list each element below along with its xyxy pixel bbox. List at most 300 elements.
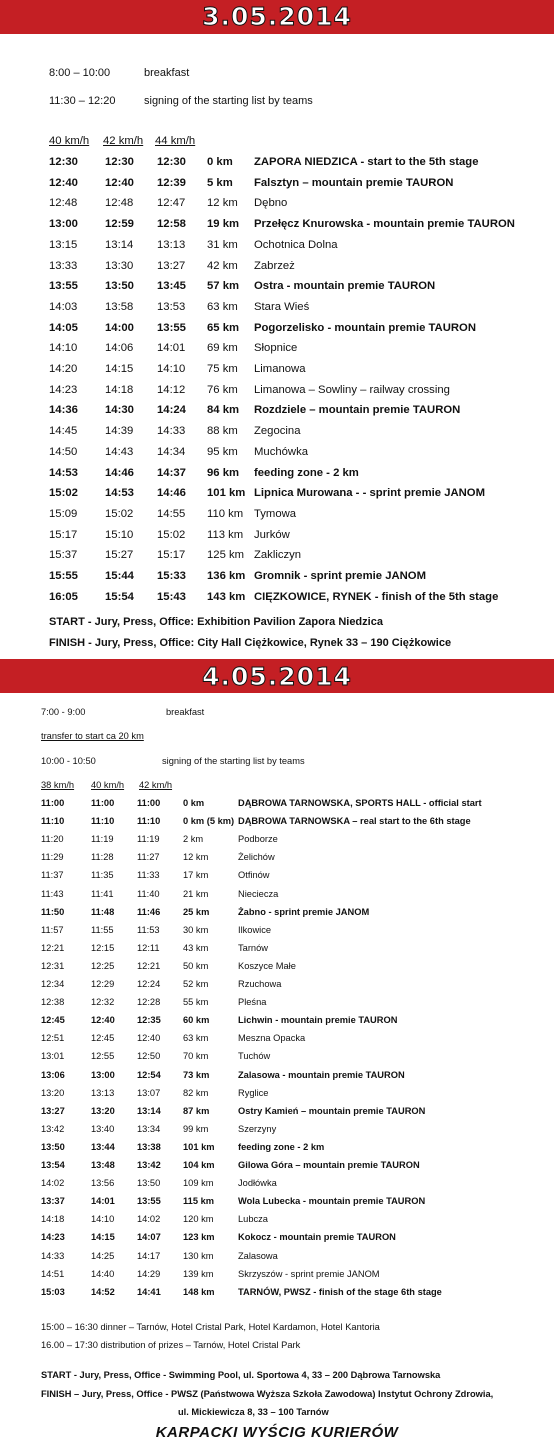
row-t3: 13:07: [137, 1087, 161, 1098]
row-t3: 11:46: [137, 906, 161, 917]
row-t2: 12:25: [91, 960, 115, 971]
row-t3: 14:07: [137, 1232, 161, 1243]
row-place: TARNÓW, PWSZ - finish of the stage 6th stage: [238, 1286, 442, 1297]
row-km: 109 km: [183, 1178, 214, 1189]
row-km: 95 km: [207, 445, 238, 458]
day1-date-banner: [0, 0, 554, 34]
row-t1: 14:50: [49, 445, 78, 458]
row-place: Zabrzeż: [254, 259, 295, 272]
row-place: ZAPORA NIEDZICA - start to the 5th stage: [254, 156, 479, 168]
row-t1: 11:57: [41, 924, 64, 935]
day2-finish-note: FINISH – Jury, Press, Office - PWSZ (Państwowa Wyższa Szkoła Zawodowa) Instytut Ochrony Zdrowia,: [41, 1389, 494, 1399]
timetable-row: [0, 1051, 554, 1069]
row-t1: 14:02: [41, 1178, 65, 1189]
timetable-row: [0, 1178, 554, 1196]
row-place: Tarnów: [238, 942, 268, 953]
row-t2: 11:35: [91, 870, 114, 881]
row-t2: 14:30: [105, 404, 134, 417]
row-t2: 14:15: [105, 363, 134, 375]
row-km: 0 km (5 km): [183, 816, 235, 827]
row-t3: 11:27: [137, 852, 160, 863]
row-km: 43 km: [183, 942, 209, 953]
day2-signing-time: 10:00 - 10:50: [41, 756, 96, 766]
row-t3: 14:17: [137, 1250, 161, 1261]
row-t2: 11:48: [91, 906, 115, 917]
row-t2: 13:40: [91, 1123, 115, 1134]
row-t1: 13:15: [49, 238, 78, 251]
timetable-row: [0, 1033, 554, 1051]
row-t1: 13:37: [41, 1196, 65, 1207]
row-t1: 15:55: [49, 570, 78, 582]
row-t2: 11:10: [91, 816, 115, 827]
row-t3: 11:19: [137, 834, 160, 845]
row-t2: 11:55: [91, 924, 114, 935]
row-place: Gilowa Góra – mountain premie TAURON: [238, 1160, 420, 1170]
row-km: 99 km: [183, 1123, 209, 1134]
row-t2: 12:15: [91, 942, 115, 953]
row-t3: 14:24: [157, 404, 186, 417]
row-km: 65 km: [207, 321, 240, 334]
row-place: Zalasowa - mountain premie TAURON: [238, 1069, 405, 1080]
row-km: 69 km: [207, 342, 238, 355]
timetable-row: [0, 1070, 554, 1088]
row-km: 52 km: [183, 979, 209, 989]
row-t2: 14:46: [105, 466, 134, 479]
row-t2: 12:32: [91, 997, 115, 1008]
row-km: 0 km: [207, 156, 233, 168]
row-km: 70 km: [183, 1051, 209, 1062]
timetable-row: [0, 852, 554, 870]
row-t1: 12:40: [49, 176, 78, 189]
row-t2: 12:55: [91, 1051, 115, 1062]
day1-finish-note: FINISH - Jury, Press, Office: City Hall Ciężkowice, Rynek 33 – 190 Ciężkowice: [49, 637, 452, 649]
row-km: 120 km: [183, 1214, 214, 1225]
row-place: Tuchów: [238, 1051, 271, 1062]
row-t3: 13:53: [157, 300, 186, 313]
row-t2: 12:45: [91, 1033, 115, 1044]
row-t2: 12:30: [105, 156, 134, 168]
row-t3: 11:10: [137, 816, 161, 827]
footer-logo-text: KARPACKI WYŚCIG KURIERÓW: [155, 1424, 399, 1441]
row-t1: 14:53: [49, 466, 78, 479]
day2-dinner-note: 15:00 – 16:30 dinner – Tarnów, Hotel Cristal Park, Hotel Kardamon, Hotel Kantoria: [41, 1322, 380, 1332]
row-t2: 13:44: [91, 1141, 115, 1152]
row-t2: 14:10: [91, 1214, 115, 1225]
row-place: Ostry Kamień – mountain premie TAURON: [238, 1105, 426, 1116]
row-t2: 14:40: [91, 1268, 115, 1279]
row-t3: 14:29: [137, 1268, 161, 1279]
row-t2: 14:00: [105, 321, 134, 334]
timetable-row: [0, 961, 554, 979]
row-km: 88 km: [207, 425, 238, 438]
day1-speed-header: [0, 135, 554, 153]
day2-prizes-note: 16.00 – 17:30 distribution of prizes – Tarnów, Hotel Cristal Park: [41, 1340, 301, 1350]
row-km: 73 km: [183, 1069, 210, 1080]
row-place: DĄBROWA TARNOWSKA, SPORTS HALL - official start: [238, 798, 482, 808]
day1-breakfast-label: breakfast: [144, 67, 190, 79]
row-t1: 12:38: [41, 997, 65, 1008]
row-t3: 13:13: [157, 238, 186, 251]
row-place: Lichwin - mountain premie TAURON: [238, 1015, 398, 1026]
row-km: 0 km: [183, 798, 205, 808]
row-place: Słopnice: [254, 342, 298, 355]
day1-breakfast-time: 8:00 – 10:00: [49, 67, 111, 79]
row-km: 110 km: [207, 507, 244, 520]
row-km: 87 km: [183, 1105, 210, 1116]
row-place: CIĘZKOWICE, RYNEK - finish of the 5th stage: [254, 590, 499, 603]
row-t1: 15:17: [49, 528, 78, 541]
row-place: Żabno - sprint premie JANOM: [238, 906, 370, 917]
row-t3: 14:12: [157, 383, 186, 396]
timetable-row: [0, 384, 554, 402]
day1-signing-time: 11:30 – 12:20: [49, 95, 116, 107]
row-place: Jurków: [254, 528, 290, 541]
row-t1: 13:54: [41, 1160, 65, 1170]
row-km: 125 km: [207, 549, 245, 562]
row-place: Rzuchowa: [238, 979, 282, 989]
row-km: 139 km: [183, 1268, 214, 1279]
row-t1: 14:23: [41, 1232, 65, 1243]
timetable-row: [0, 1015, 554, 1033]
row-t1: 12:21: [41, 942, 65, 953]
timetable-row: [0, 798, 554, 816]
row-t1: 13:01: [41, 1051, 65, 1062]
row-t3: 12:47: [157, 197, 186, 210]
row-place: Limanowa – Sowliny – railway crossing: [254, 383, 450, 396]
day2-date-banner: [0, 659, 554, 693]
row-t2: 14:52: [91, 1286, 115, 1297]
timetable-row: [0, 1269, 554, 1287]
row-t3: 12:35: [137, 1015, 161, 1026]
row-t2: 12:29: [91, 979, 115, 989]
timetable-row: [0, 508, 554, 526]
timetable-row: [0, 260, 554, 278]
row-t2: 12:48: [105, 197, 134, 210]
timetable-row: [0, 467, 554, 485]
row-t1: 12:30: [49, 156, 78, 168]
day1-speed-1: 40 km/h: [49, 135, 90, 147]
row-t3: 11:00: [137, 798, 161, 808]
row-t1: 12:51: [41, 1033, 65, 1044]
row-place: Gromnik - sprint premie JANOM: [254, 570, 426, 582]
row-t3: 12:39: [157, 176, 186, 189]
row-t1: 14:45: [49, 425, 78, 438]
row-t3: 12:21: [137, 960, 161, 971]
day2-speed-2: 40 km/h: [91, 780, 125, 790]
row-t1: 13:20: [41, 1087, 65, 1098]
day1-start-note: START - Jury, Press, Office: Exhibition Pavilion Zapora Niedzica: [49, 616, 383, 628]
row-place: Lubcza: [238, 1214, 268, 1225]
timetable-row: [0, 446, 554, 464]
row-km: 50 km: [183, 960, 209, 971]
row-t1: 12:45: [41, 1015, 65, 1026]
row-km: 76 km: [207, 383, 238, 396]
row-t1: 14:33: [41, 1250, 65, 1261]
timetable-row: [0, 1142, 554, 1160]
row-t1: 15:02: [49, 487, 78, 500]
timetable-row: [0, 943, 554, 961]
timetable-row: [0, 549, 554, 567]
row-t3: 14:37: [157, 466, 186, 479]
row-place: Rozdziele – mountain premie TAURON: [254, 404, 461, 417]
timetable-row: [0, 1160, 554, 1178]
row-t3: 15:02: [157, 528, 186, 541]
timetable-row: [0, 197, 554, 215]
row-t2: 13:56: [91, 1178, 115, 1189]
row-t2: 14:01: [91, 1196, 115, 1207]
row-t1: 11:20: [41, 834, 64, 845]
row-place: Otfinów: [238, 870, 270, 881]
day2-breakfast-label: breakfast: [166, 707, 205, 717]
row-t3: 13:55: [137, 1196, 161, 1207]
row-km: 82 km: [183, 1087, 209, 1098]
timetable-row: [0, 156, 554, 174]
row-place: Ryglice: [238, 1087, 269, 1098]
row-place: Koszyce Małe: [238, 960, 296, 971]
row-t2: 13:14: [105, 238, 134, 251]
day2-signing-label: signing of the starting list by teams: [162, 756, 305, 766]
row-km: 21 km: [183, 888, 209, 899]
row-km: 143 km: [207, 590, 246, 603]
day1-speed-3: 44 km/h: [155, 135, 196, 147]
timetable-row: [0, 1287, 554, 1305]
day2-start-note: START - Jury, Press, Office - Swimming Pool, ul. Sportowa 4, 33 – 200 Dąbrowa Tarnowska: [41, 1370, 441, 1380]
row-t2: 14:06: [105, 342, 134, 355]
timetable-row: [0, 997, 554, 1015]
row-km: 101 km: [207, 487, 246, 500]
row-place: Ostra - mountain premie TAURON: [254, 280, 436, 293]
row-t1: 12:31: [41, 960, 65, 971]
row-t1: 11:50: [41, 906, 65, 917]
row-t3: 14:34: [157, 445, 186, 458]
row-place: feeding zone - 2 km: [254, 466, 359, 479]
row-t3: 13:55: [157, 321, 186, 334]
day2-transfer-note: transfer to start ca 20 km: [41, 731, 144, 741]
row-t1: 13:33: [49, 259, 78, 272]
row-t1: 13:50: [41, 1141, 65, 1152]
row-place: Dębno: [254, 197, 288, 210]
row-km: 130 km: [183, 1250, 214, 1261]
row-t1: 11:00: [41, 798, 65, 808]
row-t2: 13:48: [91, 1160, 115, 1170]
timetable-row: [0, 979, 554, 997]
row-t1: 13:00: [49, 218, 78, 231]
row-t3: 13:50: [137, 1178, 161, 1189]
timetable-row: [0, 1196, 554, 1214]
row-t1: 13:06: [41, 1069, 65, 1080]
row-t2: 14:15: [91, 1232, 115, 1243]
row-t3: 15:17: [157, 549, 186, 562]
timetable-row: [0, 591, 554, 609]
row-km: 104 km: [183, 1160, 215, 1170]
row-t3: 14:10: [157, 363, 186, 375]
row-t1: 11:29: [41, 852, 64, 863]
row-t2: 14:39: [105, 425, 134, 438]
timetable-row: [0, 529, 554, 547]
timetable-row: [0, 218, 554, 236]
row-t1: 12:34: [41, 979, 65, 989]
row-km: 63 km: [207, 300, 238, 313]
row-km: 19 km: [207, 218, 240, 231]
row-km: 63 km: [183, 1033, 209, 1044]
row-t1: 14:23: [49, 383, 78, 396]
row-t1: 11:10: [41, 816, 65, 827]
row-place: feeding zone - 2 km: [238, 1141, 325, 1152]
row-t2: 11:00: [91, 798, 115, 808]
row-t1: 11:37: [41, 870, 64, 881]
day2-speed-header: [0, 780, 554, 798]
timetable-row: [0, 322, 554, 340]
timetable-row: [0, 301, 554, 319]
timetable-row: [0, 1106, 554, 1124]
timetable-row: [0, 834, 554, 852]
row-place: Nieciecza: [238, 888, 279, 899]
row-t1: 14:51: [41, 1268, 65, 1279]
row-t2: 15:27: [105, 549, 134, 562]
row-t2: 14:53: [105, 487, 134, 500]
row-place: Falsztyn – mountain premie TAURON: [254, 176, 454, 189]
row-t3: 14:02: [137, 1214, 161, 1225]
row-t2: 12:40: [91, 1015, 115, 1026]
row-t3: 14:55: [157, 507, 186, 520]
row-place: Skrzyszów - sprint premie JANOM: [238, 1268, 380, 1279]
row-t2: 13:00: [91, 1069, 115, 1080]
row-place: Kokocz - mountain premie TAURON: [238, 1232, 396, 1243]
row-place: Lipnica Murowana - - sprint premie JANOM: [254, 487, 485, 500]
timetable-row: [0, 1088, 554, 1106]
row-t1: 14:18: [41, 1214, 65, 1225]
row-t2: 11:28: [91, 852, 114, 863]
row-t1: 15:37: [49, 549, 78, 562]
row-t3: 11:53: [137, 924, 160, 935]
day1-speed-2: 42 km/h: [103, 135, 144, 147]
row-km: 75 km: [207, 363, 238, 375]
row-km: 101 km: [183, 1141, 215, 1152]
day1-date: 3.05.2014: [202, 2, 352, 31]
row-t3: 14:01: [157, 342, 186, 355]
row-km: 115 km: [183, 1196, 215, 1207]
row-t2: 15:44: [105, 570, 134, 582]
row-t1: 15:09: [49, 507, 78, 520]
day2-date: 4.05.2014: [202, 662, 352, 691]
row-t3: 12:30: [157, 156, 186, 168]
row-t1: 13:55: [49, 280, 78, 293]
row-t3: 13:45: [157, 280, 186, 293]
row-t3: 12:58: [157, 218, 186, 231]
row-t1: 14:36: [49, 404, 78, 417]
row-t3: 12:40: [137, 1033, 161, 1044]
row-t3: 12:11: [137, 942, 160, 953]
timetable-row: [0, 1251, 554, 1269]
row-t1: 13:42: [41, 1123, 65, 1134]
row-km: 57 km: [207, 280, 240, 293]
day2-finish-address: ul. Mickiewicza 8, 33 – 100 Tarnów: [178, 1407, 329, 1417]
timetable-row: [0, 363, 554, 381]
row-t2: 13:20: [91, 1105, 115, 1116]
timetable-row: [0, 925, 554, 943]
row-t2: 15:02: [105, 507, 134, 520]
row-t2: 13:13: [91, 1087, 115, 1098]
row-km: 12 km: [183, 852, 209, 863]
row-km: 123 km: [183, 1232, 215, 1243]
row-t1: 14:05: [49, 321, 78, 334]
row-t2: 15:54: [105, 590, 134, 603]
row-t1: 14:03: [49, 300, 78, 313]
timetable-row: [0, 487, 554, 505]
timetable-row: [0, 1232, 554, 1250]
row-t2: 11:41: [91, 888, 114, 899]
row-t1: 16:05: [49, 590, 78, 603]
row-t1: 12:48: [49, 197, 78, 210]
row-t3: 12:50: [137, 1051, 161, 1062]
row-t2: 15:10: [105, 528, 134, 541]
row-km: 30 km: [183, 924, 209, 935]
row-km: 17 km: [183, 870, 209, 881]
timetable-row: [0, 280, 554, 298]
row-t2: 12:59: [105, 218, 134, 231]
row-t2: 14:43: [105, 445, 134, 458]
timetable-row: [0, 889, 554, 907]
row-place: Przełęcz Knurowska - mountain premie TAURON: [254, 218, 515, 231]
row-t3: 12:54: [137, 1069, 161, 1080]
row-place: Zalasowa: [238, 1250, 278, 1261]
row-place: Jodłówka: [238, 1178, 277, 1189]
row-t3: 11:33: [137, 870, 160, 881]
row-km: 42 km: [207, 259, 238, 272]
row-place: Limanowa: [254, 363, 306, 375]
row-t2: 13:58: [105, 300, 134, 313]
timetable-row: [0, 870, 554, 888]
timetable-row: [0, 342, 554, 360]
row-t3: 15:43: [157, 590, 186, 603]
row-t2: 14:18: [105, 383, 134, 396]
row-t3: 14:46: [157, 487, 186, 500]
day2-breakfast-time: 7:00 - 9:00: [41, 707, 86, 717]
row-t3: 13:38: [137, 1141, 161, 1152]
row-place: DĄBROWA TARNOWSKA – real start to the 6th stage: [238, 816, 471, 827]
row-t1: 11:43: [41, 888, 64, 899]
row-t3: 12:24: [137, 979, 161, 989]
row-t3: 13:27: [157, 259, 186, 272]
day2-speed-3: 42 km/h: [139, 780, 173, 790]
row-t3: 14:41: [137, 1286, 161, 1297]
row-t3: 11:40: [137, 888, 160, 899]
row-km: 25 km: [183, 906, 210, 917]
row-km: 55 km: [183, 997, 209, 1008]
row-t2: 14:25: [91, 1250, 115, 1261]
row-t3: 13:42: [137, 1160, 161, 1170]
row-t2: 13:50: [105, 280, 134, 293]
row-t2: 13:30: [105, 259, 134, 272]
row-place: Pogorzelisko - mountain premie TAURON: [254, 321, 476, 334]
row-km: 136 km: [207, 570, 246, 582]
row-place: Tymowa: [254, 507, 297, 520]
row-t3: 13:14: [137, 1105, 161, 1116]
row-place: Żelichów: [238, 852, 275, 863]
row-t1: 13:27: [41, 1105, 65, 1116]
day2-speed-1: 38 km/h: [41, 780, 75, 790]
row-t3: 13:34: [137, 1123, 161, 1134]
timetable-row: [0, 239, 554, 257]
row-t2: 12:40: [105, 176, 134, 189]
row-km: 31 km: [207, 238, 238, 251]
day1-signing-label: signing of the starting list by teams: [144, 95, 313, 107]
row-km: 2 km: [183, 834, 204, 845]
row-t3: 15:33: [157, 570, 186, 582]
row-t1: 14:20: [49, 363, 78, 375]
row-km: 5 km: [207, 176, 233, 189]
timetable-row: [0, 907, 554, 925]
